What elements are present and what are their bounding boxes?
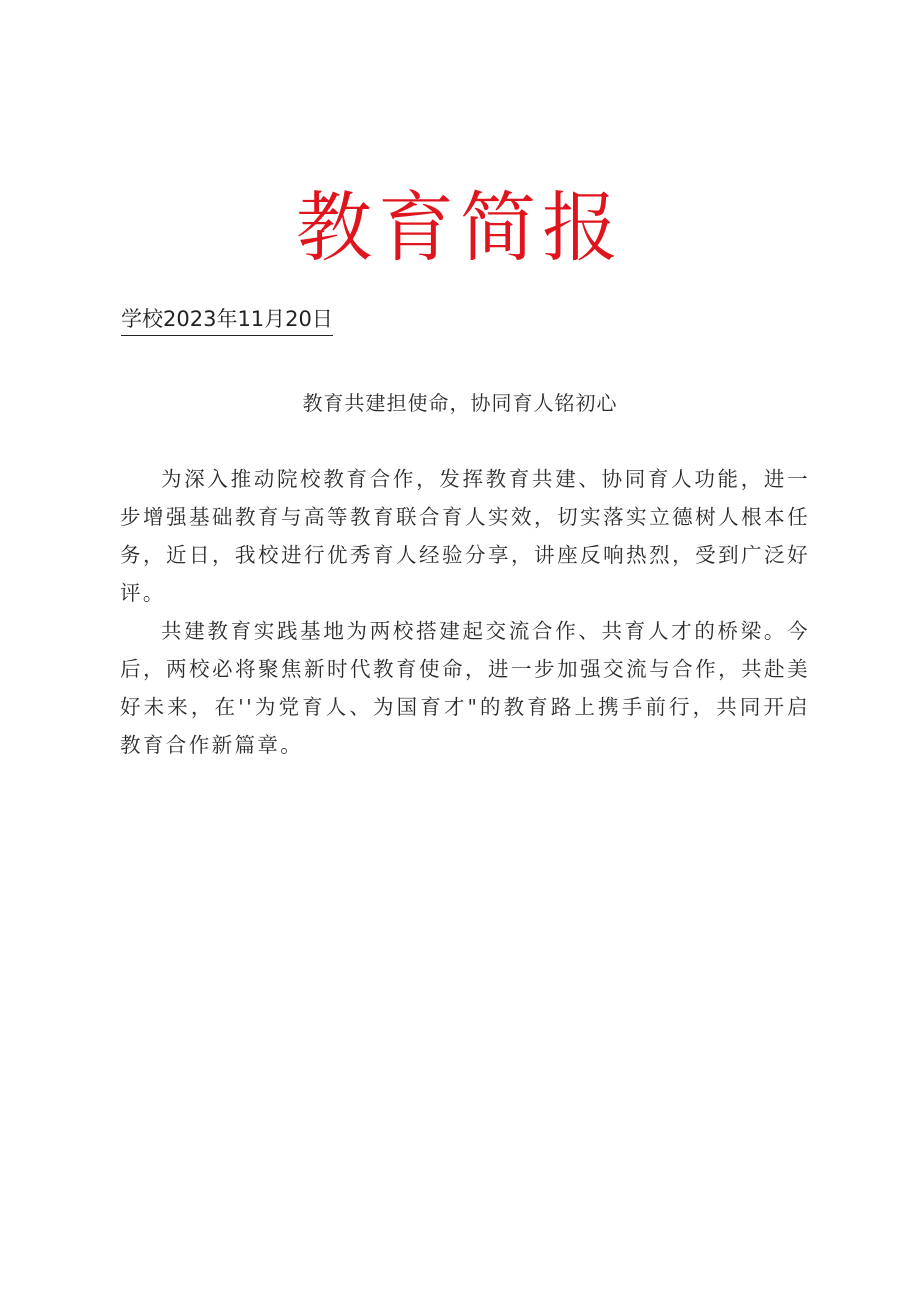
masthead-title: 教育简报: [296, 183, 624, 272]
date-line: 学校2023年11月20日: [121, 304, 333, 336]
article-body: [120, 460, 810, 764]
paragraph-1: 为深入推动院校教育合作，发挥教育共建、协同育人功能，进一步增强基础教育与高等教育联合育人实效，切实落实立德树人根本任务，近日，我校进行优秀育人经验分享，讲座反响热烈，受到广泛好评。: [120, 467, 810, 605]
article-title: 教育共建担使命，协同育人铭初心: [302, 391, 618, 415]
paragraph-2: 共建教育实践基地为两校搭建起交流合作、共育人才的桥梁。今后，两校必将聚焦新时代教育使命，进一步加强交流与合作，共赴美好未来，在''为党育人、为国育才"的教育路上携手前行，共同开启教育合作新篇章。: [120, 619, 810, 757]
